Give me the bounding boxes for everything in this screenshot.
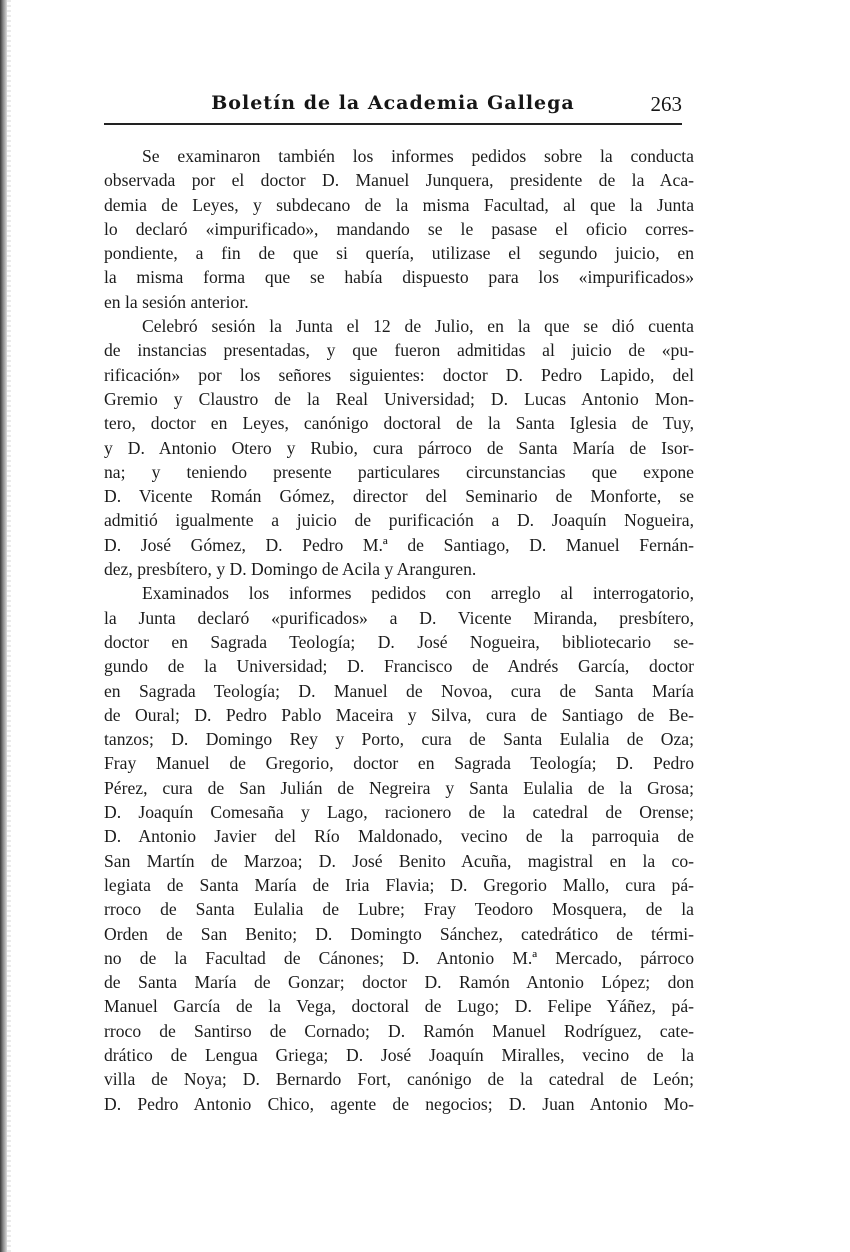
text-line: de instancias presentadas, y que fueron admitidas al juicio de «pu- [104, 340, 694, 361]
text-line: tanzos; D. Domingo Rey y Porto, cura de Santa Eulalia de Oza; [104, 729, 694, 750]
text-line: pondiente, a fin de que si quería, utilizase el segundo juicio, en [104, 243, 694, 264]
page-binding-edge [0, 0, 7, 1252]
text-line: na; y teniendo presente particulares circunstancias que expone [104, 461, 694, 482]
running-title: Boletín de la Academia Gallega [211, 92, 575, 114]
text-line: doctor en Sagrada Teología; D. José Nogueira, bibliotecario se- [104, 631, 694, 652]
text-line: villa de Noya; D. Bernardo Fort, canónigo de la catedral de León; [104, 1069, 694, 1090]
text-line: la misma forma que se había dispuesto para los «impurificados» [104, 267, 694, 288]
text-line: Se examinaron también los informes pedidos sobre la conducta [142, 146, 694, 166]
text-line: no de la Facultad de Cánones; D. Antonio M.ª Mercado, párroco [104, 947, 694, 968]
text-line: Gremio y Claustro de la Real Universidad; D. Lucas Antonio Mon- [104, 388, 694, 409]
text-line: Pérez, cura de San Julián de Negreira y Santa Eulalia de la Grosa; [104, 777, 694, 798]
text-line: admitió igualmente a juicio de purificación a D. Joaquín Nogueira, [104, 510, 694, 531]
text-line: drático de Lengua Griega; D. José Joaquín Miralles, vecino de la [104, 1044, 694, 1065]
text-line: Examinados los informes pedidos con arreglo al interrogatorio, [142, 583, 694, 604]
text-line: observada por el doctor D. Manuel Junquera, presidente de la Aca- [104, 170, 694, 191]
text-line: la Junta declaró «purificados» a D. Vicente Miranda, presbítero, [104, 607, 694, 628]
body-text [104, 144, 694, 1116]
text-line: en Sagrada Teología; D. Manuel de Novoa, cura de Santa María [104, 680, 694, 701]
header-rule [104, 123, 682, 125]
text-line: Celebró sesión la Junta el 12 de Julio, en la que se dió cuenta [142, 316, 694, 337]
text-line: de Oural; D. Pedro Pablo Maceira y Silva, cura de Santiago de Be- [104, 704, 694, 725]
text-line: tero, doctor en Leyes, canónigo doctoral de la Santa Iglesia de Tuy, [104, 413, 694, 434]
text-line: lo declaró «impurificado», mandando se le pasase el oficio corres- [104, 218, 694, 239]
text-line: D. Joaquín Comesaña y Lago, racionero de la catedral de Orense; [104, 802, 694, 823]
text-line: D. José Gómez, D. Pedro M.ª de Santiago, D. Manuel Fernán- [104, 534, 694, 555]
text-line: rroco de Santa Eulalia de Lubre; Fray Teodoro Mosquera, de la [104, 899, 694, 920]
text-line: D. Vicente Román Gómez, director del Seminario de Monforte, se [104, 486, 694, 507]
text-line: Orden de San Benito; D. Domingto Sánchez, catedrático de térmi- [104, 923, 694, 944]
page-binding-shadow [7, 0, 11, 1252]
text-line: en la sesión anterior. [104, 291, 249, 312]
text-line: Fray Manuel de Gregorio, doctor en Sagrada Teología; D. Pedro [104, 753, 694, 774]
text-line: y D. Antonio Otero y Rubio, cura párroco de Santa María de Isor- [104, 437, 694, 458]
text-line: D. Antonio Javier del Río Maldonado, vecino de la parroquia de [104, 826, 694, 847]
page-number: 263 [650, 92, 682, 116]
text-line: San Martín de Marzoa; D. José Benito Acuña, magistral en la co- [104, 850, 694, 871]
text-line: dez, presbítero, y D. Domingo de Acila y Aranguren. [104, 559, 477, 580]
text-line: gundo de la Universidad; D. Francisco de Andrés García, doctor [104, 656, 694, 677]
page-header [104, 92, 682, 122]
text-line: rificación» por los señores siguientes: doctor D. Pedro Lapido, del [104, 364, 694, 385]
text-line: Manuel García de la Vega, doctoral de Lugo; D. Felipe Yáñez, pá- [104, 996, 694, 1017]
text-line: D. Pedro Antonio Chico, agente de negocios; D. Juan Antonio Mo- [104, 1093, 694, 1114]
text-line: rroco de Santirso de Cornado; D. Ramón Manuel Rodríguez, cate- [104, 1020, 694, 1041]
text-line: demia de Leyes, y subdecano de la misma Facultad, al que la Junta [104, 194, 694, 215]
text-line: legiata de Santa María de Iria Flavia; D. Gregorio Mallo, cura pá- [104, 874, 694, 895]
text-line: de Santa María de Gonzar; doctor D. Ramón Antonio López; don [104, 972, 694, 993]
